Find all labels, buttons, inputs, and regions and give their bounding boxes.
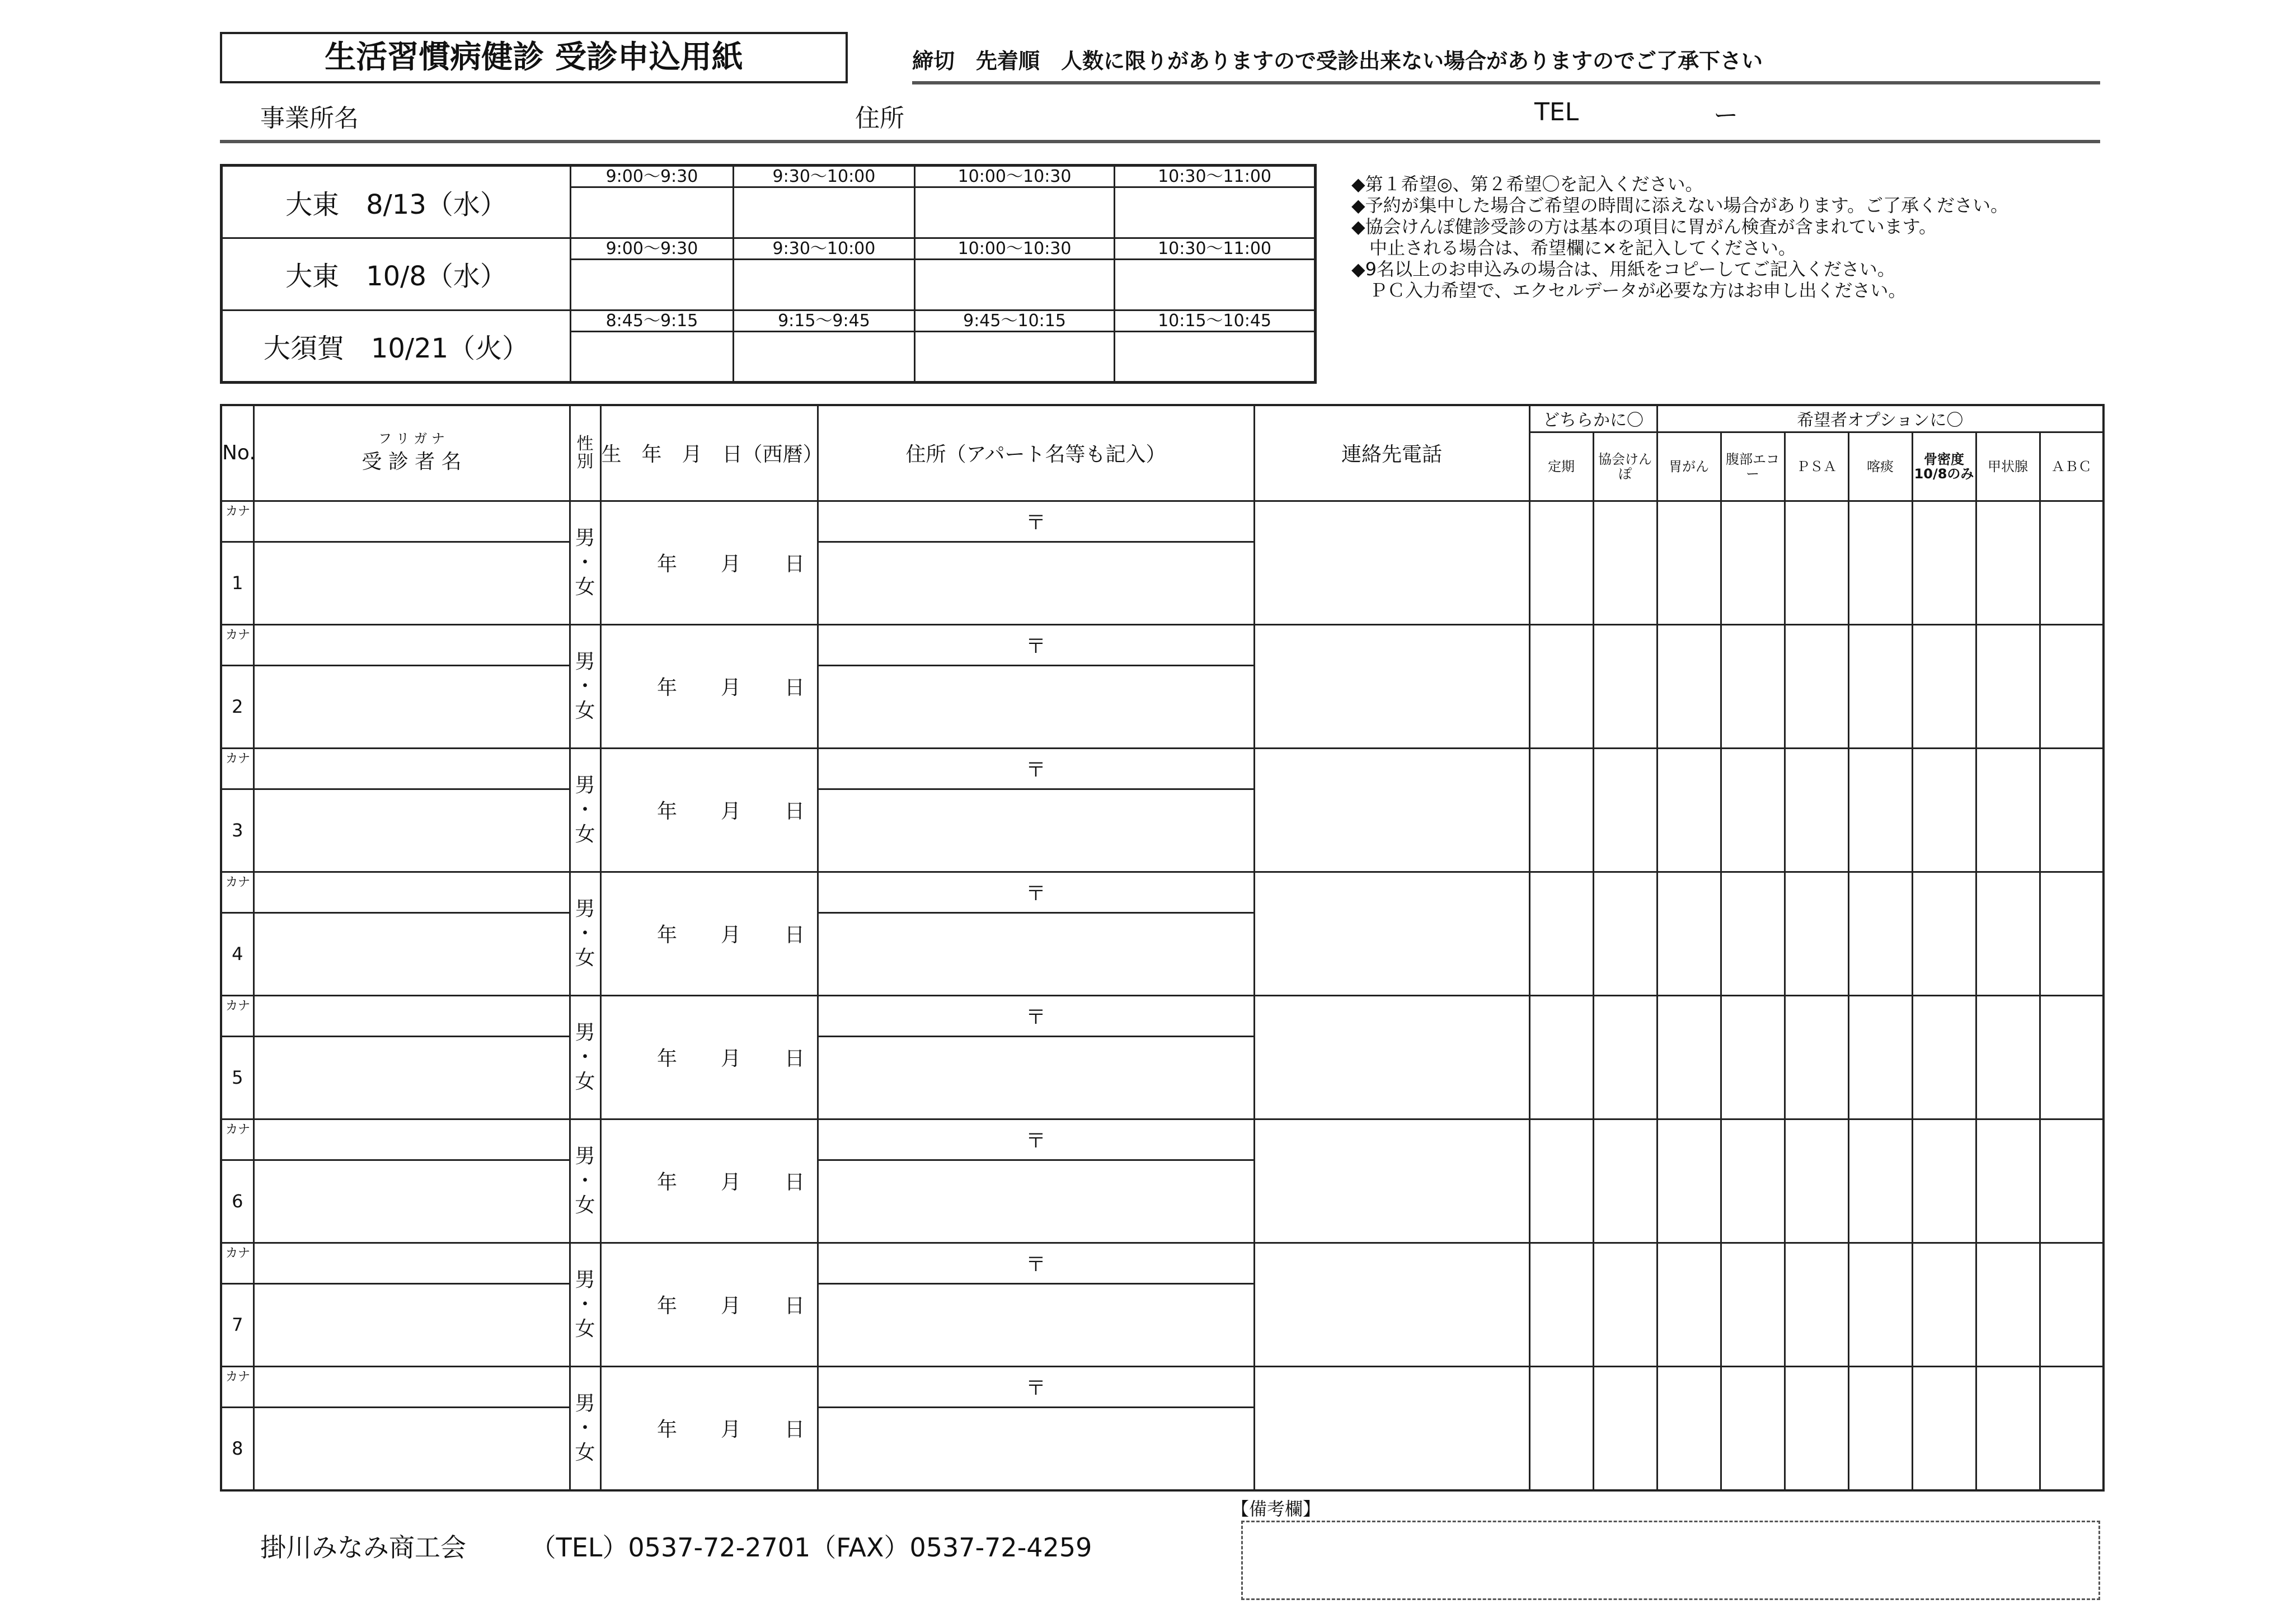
address-input[interactable] [818,542,1254,624]
kana-input[interactable] [253,872,570,912]
option-checkbox[interactable] [1976,1119,2040,1243]
kana-label: カナ [221,1119,253,1160]
option-checkbox[interactable] [1848,501,1912,624]
sex-male: 男 [575,1020,595,1044]
time-slot-label: 9:45～10:15 [914,310,1114,331]
phone-input[interactable] [1254,1243,1529,1366]
option-checkbox[interactable] [1593,624,1657,748]
form-title: 生活習慣病健診 受診申込用紙 [220,32,848,83]
sex-dot: ・ [575,551,595,574]
option-checkbox[interactable] [1529,995,1593,1119]
zip-input[interactable]: 〒 [818,872,1254,912]
option-checkbox[interactable] [1785,1119,1848,1243]
phone-input[interactable] [1254,995,1529,1119]
options-group-header: 希望者オプションに〇 [1657,405,2104,432]
option-checkbox[interactable] [1657,501,1721,624]
schedule-table [220,164,1317,384]
option-checkbox[interactable] [1976,748,2040,872]
sex-male: 男 [575,526,595,549]
birthdate-input[interactable] [600,1366,818,1490]
time-slot-label: 10:30～11:00 [1115,166,1316,187]
birth-year-label: 年 [656,924,677,947]
divider [912,81,2100,84]
phone-header: 連絡先電話 [1254,405,1529,501]
birth-month-label: 月 [720,676,741,699]
phone-input[interactable] [1254,501,1529,624]
sex-female: 女 [575,1070,595,1093]
sex-dot: ・ [575,1045,595,1069]
birth-day-label: 日 [785,1171,805,1194]
zip-input[interactable]: 〒 [818,995,1254,1036]
time-slot-label: 10:00～10:30 [914,166,1114,187]
birth-month-label: 月 [720,1418,741,1441]
either-group-header: どちらかに〇 [1529,405,1657,432]
row-number: 6 [221,1160,253,1243]
table-row [221,1119,2104,1160]
option-checkbox[interactable] [1721,1119,1785,1243]
address-input[interactable] [818,1407,1254,1490]
patient-name-input[interactable] [253,665,570,748]
sex-female: 女 [575,575,595,599]
address-input[interactable] [818,789,1254,872]
birth-day-label: 日 [785,1418,805,1441]
option-checkbox[interactable] [1657,872,1721,995]
note-line: ◆9名以上のお申込みの場合は、用紙をコピーしてご記入ください。 [1351,258,1895,280]
birth-month-label: 月 [720,1295,741,1318]
option-checkbox[interactable] [1593,1366,1657,1490]
option-checkbox[interactable] [1657,995,1721,1119]
option-header: ＡＢＣ [2040,432,2104,501]
birth-month-label: 月 [720,800,741,823]
birth-month-label: 月 [720,924,741,947]
birthdate-input[interactable] [600,1243,818,1366]
row-number: 1 [221,542,253,624]
option-checkbox[interactable] [1785,872,1848,995]
option-checkbox[interactable] [1976,1366,2040,1490]
kana-input[interactable] [253,1119,570,1160]
tel-input[interactable] [1600,90,2093,129]
note-line: 中止される場合は、希望欄に×を記入してください。 [1351,237,1796,258]
birth-year-label: 年 [656,1171,677,1194]
row-number: 2 [221,665,253,748]
option-checkbox[interactable] [1848,624,1912,748]
address-input[interactable] [818,1283,1254,1366]
option-checkbox[interactable] [1976,1243,2040,1366]
patient-name-input[interactable] [253,542,570,624]
option-checkbox[interactable] [1529,872,1593,995]
time-slot-choice[interactable] [733,260,914,311]
birth-header: 生 年 月 日（西暦） [600,405,818,501]
birth-month-label: 月 [720,1171,741,1194]
option-checkbox[interactable] [2040,501,2104,624]
option-checkbox[interactable] [1785,501,1848,624]
kana-input[interactable] [253,1366,570,1407]
time-slot-label: 9:30～10:00 [733,166,914,187]
sex-male: 男 [575,650,595,673]
phone-input[interactable] [1254,748,1529,872]
no-header: No. [221,405,253,501]
option-checkbox[interactable] [1976,624,2040,748]
address-input[interactable] [818,1036,1254,1119]
option-checkbox[interactable] [1657,1366,1721,1490]
sex-choice[interactable] [570,995,600,1119]
zip-input[interactable]: 〒 [818,1366,1254,1407]
patient-name-input[interactable] [253,1036,570,1119]
time-slot-label: 10:30～11:00 [1115,238,1316,260]
zip-input[interactable]: 〒 [818,1243,1254,1283]
option-checkbox[interactable] [1912,624,1976,748]
birth-year-label: 年 [656,676,677,699]
address-input[interactable] [818,665,1254,748]
org-phone-fax: （TEL）0537-72-2701（FAX）0537-72-4259 [530,1532,1092,1563]
row-number: 5 [221,1036,253,1119]
sex-dot: ・ [575,674,595,698]
birth-year-label: 年 [656,1418,677,1441]
option-checkbox[interactable] [1912,1243,1976,1366]
birthdate-input[interactable] [600,995,818,1119]
org-name: 掛川みなみ商工会 [260,1532,466,1563]
table-row [221,995,2104,1036]
either-option-header: 協会けんぽ [1593,432,1657,501]
option-checkbox[interactable] [2040,748,2104,872]
time-slot-label: 9:00～9:30 [571,238,734,260]
table-row [221,501,2104,542]
sex-female: 女 [575,699,595,722]
birth-year-label: 年 [656,1047,677,1070]
option-checkbox[interactable] [1721,1243,1785,1366]
furigana-header: フ リ ガ ナ [378,431,445,447]
option-checkbox[interactable] [1593,995,1657,1119]
time-slot-label: 9:30～10:00 [733,238,914,260]
patient-name-input[interactable] [253,789,570,872]
address-input[interactable] [818,1160,1254,1243]
option-header: 甲状腺 [1976,432,2040,501]
birth-day-label: 日 [785,800,805,823]
sex-male: 男 [575,1391,595,1415]
kana-label: カナ [221,748,253,789]
option-checkbox[interactable] [1529,1243,1593,1366]
time-slot-choice[interactable] [571,187,734,238]
option-checkbox[interactable] [1848,748,1912,872]
sex-male: 男 [575,773,595,797]
option-checkbox[interactable] [2040,995,2104,1119]
option-header: 喀痰 [1848,432,1912,501]
phone-input[interactable] [1254,1119,1529,1243]
time-slot-label: 8:45～9:15 [571,310,734,331]
applicant-table [220,404,2105,1492]
sex-female: 女 [575,822,595,846]
option-checkbox[interactable] [1657,624,1721,748]
patient-name-input[interactable] [253,1407,570,1490]
sex-male: 男 [575,1144,595,1168]
option-checkbox[interactable] [1529,1119,1593,1243]
address-label: 住所 [855,104,904,133]
zip-input[interactable]: 〒 [818,501,1254,542]
row-number: 3 [221,789,253,872]
birth-year-label: 年 [656,1295,677,1318]
kana-label: カナ [221,872,253,912]
option-checkbox[interactable] [2040,872,2104,995]
option-checkbox[interactable] [1976,995,2040,1119]
birth-month-label: 月 [720,1047,741,1070]
company-label: 事業所名 [260,104,359,133]
sex-dot: ・ [575,1416,595,1439]
option-checkbox[interactable] [2040,1243,2104,1366]
remarks-input[interactable] [1241,1521,2100,1600]
option-checkbox[interactable] [1721,1366,1785,1490]
tel-dash: ー [1713,101,1738,130]
option-checkbox[interactable] [1593,748,1657,872]
option-checkbox[interactable] [1721,872,1785,995]
option-checkbox[interactable] [1593,872,1657,995]
sex-female: 女 [575,1193,595,1217]
kana-input[interactable] [253,501,570,542]
birthdate-input[interactable] [600,501,818,624]
option-checkbox[interactable] [1721,748,1785,872]
option-checkbox[interactable] [1976,872,2040,995]
birth-year-label: 年 [656,800,677,823]
birthdate-input[interactable] [600,748,818,872]
sex-header: 性別 [570,405,600,501]
birth-year-label: 年 [656,553,677,576]
tel-label: TEL [1534,98,1579,126]
option-checkbox[interactable] [2040,1119,2104,1243]
option-checkbox[interactable] [1721,995,1785,1119]
phone-input[interactable] [1254,872,1529,995]
option-checkbox[interactable] [1721,501,1785,624]
time-slot-choice[interactable] [914,187,1114,238]
option-checkbox[interactable] [1593,501,1657,624]
kana-input[interactable] [253,1243,570,1283]
address-header: 住所（アパート名等も記入） [818,405,1254,501]
birth-month-label: 月 [720,553,741,576]
time-slot-choice[interactable] [571,332,734,383]
time-slot-choice[interactable] [571,260,734,311]
sex-choice[interactable] [570,748,600,872]
option-checkbox[interactable] [1912,1119,1976,1243]
kana-label: カナ [221,624,253,665]
note-line: ◆予約が集中した場合ご希望の時間に添えない場合があります。ご了承ください。 [1351,195,2009,216]
sex-dot: ・ [575,798,595,821]
option-checkbox[interactable] [1593,1243,1657,1366]
kana-label: カナ [221,501,253,542]
sex-male: 男 [575,1268,595,1291]
option-checkbox[interactable] [1912,995,1976,1119]
sex-choice[interactable] [570,624,600,748]
option-header: 胃がん [1657,432,1721,501]
kana-label: カナ [221,995,253,1036]
sex-female: 女 [575,1317,595,1340]
birth-day-label: 日 [785,924,805,947]
option-checkbox[interactable] [1848,995,1912,1119]
option-checkbox[interactable] [1785,624,1848,748]
option-checkbox[interactable] [1529,1366,1593,1490]
patient-name-input[interactable] [253,912,570,995]
table-row [221,748,2104,789]
row-number: 4 [221,912,253,995]
zip-input[interactable]: 〒 [818,1119,1254,1160]
option-checkbox[interactable] [1785,748,1848,872]
schedule-date: 大須賀 10/21（火） [222,310,571,382]
kana-label: カナ [221,1243,253,1283]
time-slot-label: 9:15～9:45 [733,310,914,331]
sex-dot: ・ [575,1292,595,1316]
kana-input[interactable] [253,748,570,789]
option-checkbox[interactable] [1657,1119,1721,1243]
option-checkbox[interactable] [1785,995,1848,1119]
option-checkbox[interactable] [1657,748,1721,872]
birthdate-input[interactable] [600,624,818,748]
option-header: 腹部エコー [1721,432,1785,501]
option-checkbox[interactable] [1593,1119,1657,1243]
time-slot-choice[interactable] [1115,260,1316,311]
kana-input[interactable] [253,624,570,665]
table-row [221,872,2104,912]
table-row [221,624,2104,665]
sex-choice[interactable] [570,501,600,624]
option-checkbox[interactable] [1976,501,2040,624]
address-input[interactable] [818,912,1254,995]
name-header [253,405,570,501]
sex-choice[interactable] [570,1366,600,1490]
sex-female: 女 [575,1441,595,1464]
patient-name-input[interactable] [253,1160,570,1243]
kana-label: カナ [221,1366,253,1407]
sex-male: 男 [575,897,595,920]
option-checkbox[interactable] [1721,624,1785,748]
option-checkbox[interactable] [1529,501,1593,624]
time-slot-choice[interactable] [733,332,914,383]
note-line: ◆協会けんぽ健診受診の方は基本の項目に胃がん検査が含まれています。 [1351,216,1937,237]
time-slot-label: 10:15～10:45 [1115,310,1316,331]
sex-female: 女 [575,946,595,970]
option-checkbox[interactable] [1912,1366,1976,1490]
table-row [221,1243,2104,1283]
birth-day-label: 日 [785,553,805,576]
time-slot-choice[interactable] [733,187,914,238]
option-checkbox[interactable] [1912,872,1976,995]
birthdate-input[interactable] [600,872,818,995]
option-checkbox[interactable] [1848,1119,1912,1243]
time-slot-choice[interactable] [914,332,1114,383]
phone-input[interactable] [1254,1366,1529,1490]
notes [1351,173,2008,301]
schedule-date: 大東 8/13（水） [222,166,571,238]
sex-choice[interactable] [570,1119,600,1243]
footer-contact [260,1527,1092,1564]
option-checkbox[interactable] [1529,748,1593,872]
zip-input[interactable]: 〒 [818,624,1254,665]
row-number: 8 [221,1407,253,1490]
phone-input[interactable] [1254,624,1529,748]
table-row [221,1366,2104,1407]
time-slot-choice[interactable] [1115,332,1316,383]
zip-input[interactable]: 〒 [818,748,1254,789]
option-checkbox[interactable] [1848,872,1912,995]
option-checkbox[interactable] [1785,1366,1848,1490]
patient-name-header: 受 診 者 名 [361,450,462,474]
kana-input[interactable] [253,995,570,1036]
row-number: 7 [221,1283,253,1366]
note-line: ＰＣ入力希望で、エクセルデータが必要な方はお申し出ください。 [1351,280,1907,301]
birthdate-input[interactable] [600,1119,818,1243]
time-slot-label: 10:00～10:30 [914,238,1114,260]
option-checkbox[interactable] [1529,624,1593,748]
time-slot-label: 9:00～9:30 [571,166,734,187]
divider [220,140,2100,143]
option-checkbox[interactable] [1848,1366,1912,1490]
sex-dot: ・ [575,1169,595,1192]
option-checkbox[interactable] [1912,748,1976,872]
note-line: ◆第１希望◎、第２希望〇を記入ください。 [1351,173,1703,195]
sex-dot: ・ [575,921,595,945]
option-checkbox[interactable] [2040,1366,2104,1490]
option-checkbox[interactable] [2040,624,2104,748]
time-slot-choice[interactable] [1115,187,1316,238]
schedule-date: 大東 10/8（水） [222,238,571,311]
option-header: 骨密度10/8のみ [1912,432,1976,501]
birth-day-label: 日 [785,676,805,699]
option-checkbox[interactable] [1657,1243,1721,1366]
option-checkbox[interactable] [1785,1243,1848,1366]
patient-name-input[interactable] [253,1283,570,1366]
remarks-label: 【備考欄】 [1231,1498,1321,1519]
birth-day-label: 日 [785,1047,805,1070]
option-checkbox[interactable] [1912,501,1976,624]
time-slot-choice[interactable] [914,260,1114,311]
deadline-notice: 締切 先着順 人数に限りがありますので受診出来ない場合がありますのでご了承下さい [912,49,1763,73]
birth-day-label: 日 [785,1295,805,1318]
option-header: ＰＳＡ [1785,432,1848,501]
sex-choice[interactable] [570,1243,600,1366]
sex-choice[interactable] [570,872,600,995]
option-checkbox[interactable] [1848,1243,1912,1366]
either-option-header: 定期 [1529,432,1593,501]
